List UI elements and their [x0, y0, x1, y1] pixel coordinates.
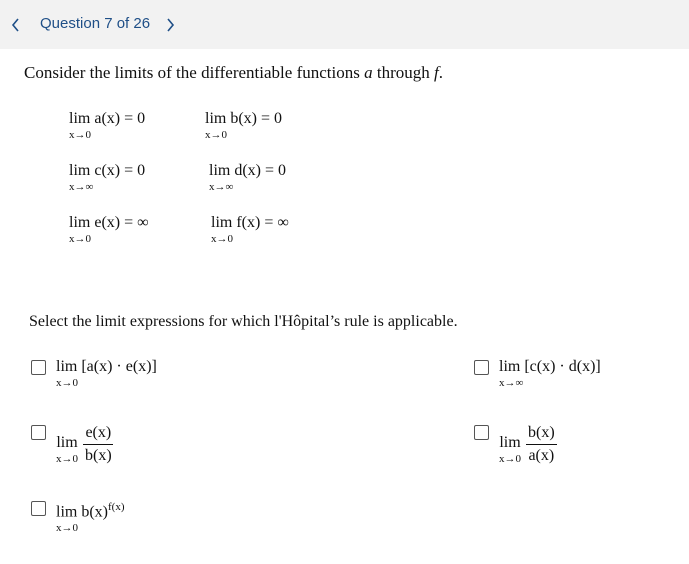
- option-a-times-e[interactable]: [31, 358, 157, 389]
- option-checkbox[interactable]: [31, 360, 46, 375]
- given-limit-expr: lim b(x) = 0: [205, 110, 283, 127]
- option-sub: x→∞: [499, 377, 524, 389]
- question-prompt: [24, 63, 443, 83]
- lim-word: lim: [56, 358, 78, 375]
- numerator: b(x): [526, 423, 557, 445]
- power-base: b(x): [81, 503, 108, 521]
- lim-block: [56, 424, 78, 465]
- option-sub: x→0: [56, 453, 78, 465]
- given-limit-sub: x→0: [205, 129, 227, 141]
- chevron-left-icon: [11, 18, 20, 32]
- given-limit-sub: x→0: [69, 233, 91, 245]
- lim-word: lim: [499, 358, 521, 375]
- option-sub: x→0: [499, 453, 521, 465]
- previous-question-button[interactable]: [7, 14, 23, 36]
- chevron-right-icon: [166, 18, 175, 32]
- option-sub: x→0: [56, 377, 78, 389]
- option-expression: [56, 423, 114, 466]
- lim-word: lim: [499, 434, 521, 451]
- prompt-text-start: Consider the limits of the differentiable functions: [24, 63, 365, 82]
- option-e-over-b[interactable]: [31, 423, 114, 466]
- given-limit-a: [69, 110, 145, 141]
- lim-word: lim: [56, 434, 78, 451]
- given-limit-expr: lim d(x) = 0: [209, 162, 287, 179]
- next-question-button[interactable]: [162, 14, 178, 36]
- option-c-times-d[interactable]: [474, 358, 601, 389]
- prompt-var-a: a: [364, 63, 373, 82]
- fraction: [83, 423, 114, 466]
- given-limit-sub: x→0: [211, 233, 233, 245]
- option-checkbox[interactable]: [474, 360, 489, 375]
- question-nav-bar: [0, 0, 689, 49]
- given-limit-f: [211, 214, 289, 245]
- instructions-text: Select the limit expressions for which l'Hôpital’s rule is applicable.: [29, 313, 458, 330]
- option-sub: x→0: [56, 522, 78, 535]
- question-counter[interactable]: Question 7 of 26: [40, 15, 151, 32]
- given-limit-expr: lim a(x) = 0: [69, 110, 146, 127]
- prompt-var-f: f: [433, 63, 439, 82]
- lim-word: lim: [56, 503, 78, 521]
- denominator: a(x): [528, 447, 555, 464]
- lim-block: [499, 424, 521, 465]
- given-limit-e: [69, 214, 149, 245]
- option-expression: [499, 423, 557, 466]
- given-limit-d: [209, 162, 286, 193]
- option-body: [a(x) · e(x)]: [81, 358, 157, 375]
- given-limit-expr: lim f(x) = ∞: [211, 214, 289, 231]
- given-limit-sub: x→∞: [209, 181, 234, 193]
- given-limit-expr: lim e(x) = ∞: [69, 214, 149, 231]
- option-checkbox[interactable]: [31, 425, 46, 440]
- given-limit-sub: x→∞: [69, 181, 94, 193]
- denominator: b(x): [85, 447, 112, 464]
- prompt-text-middle: through: [372, 63, 434, 82]
- given-limit-b: [205, 110, 282, 141]
- option-expression: [499, 358, 601, 389]
- option-b-over-a[interactable]: [474, 423, 557, 466]
- option-body: [c(x) · d(x)]: [524, 358, 601, 375]
- option-expression: [56, 358, 157, 389]
- fraction: [526, 423, 557, 466]
- numerator: e(x): [83, 423, 113, 445]
- given-limit-sub: x→0: [69, 129, 91, 141]
- power-exponent: f(x): [108, 501, 125, 513]
- option-checkbox[interactable]: [474, 425, 489, 440]
- option-expression: [56, 498, 125, 534]
- option-b-power-f[interactable]: [31, 498, 125, 534]
- given-limit-c: [69, 162, 145, 193]
- given-limit-expr: lim c(x) = 0: [69, 162, 146, 179]
- option-checkbox[interactable]: [31, 501, 46, 516]
- prompt-text-end: .: [438, 63, 443, 82]
